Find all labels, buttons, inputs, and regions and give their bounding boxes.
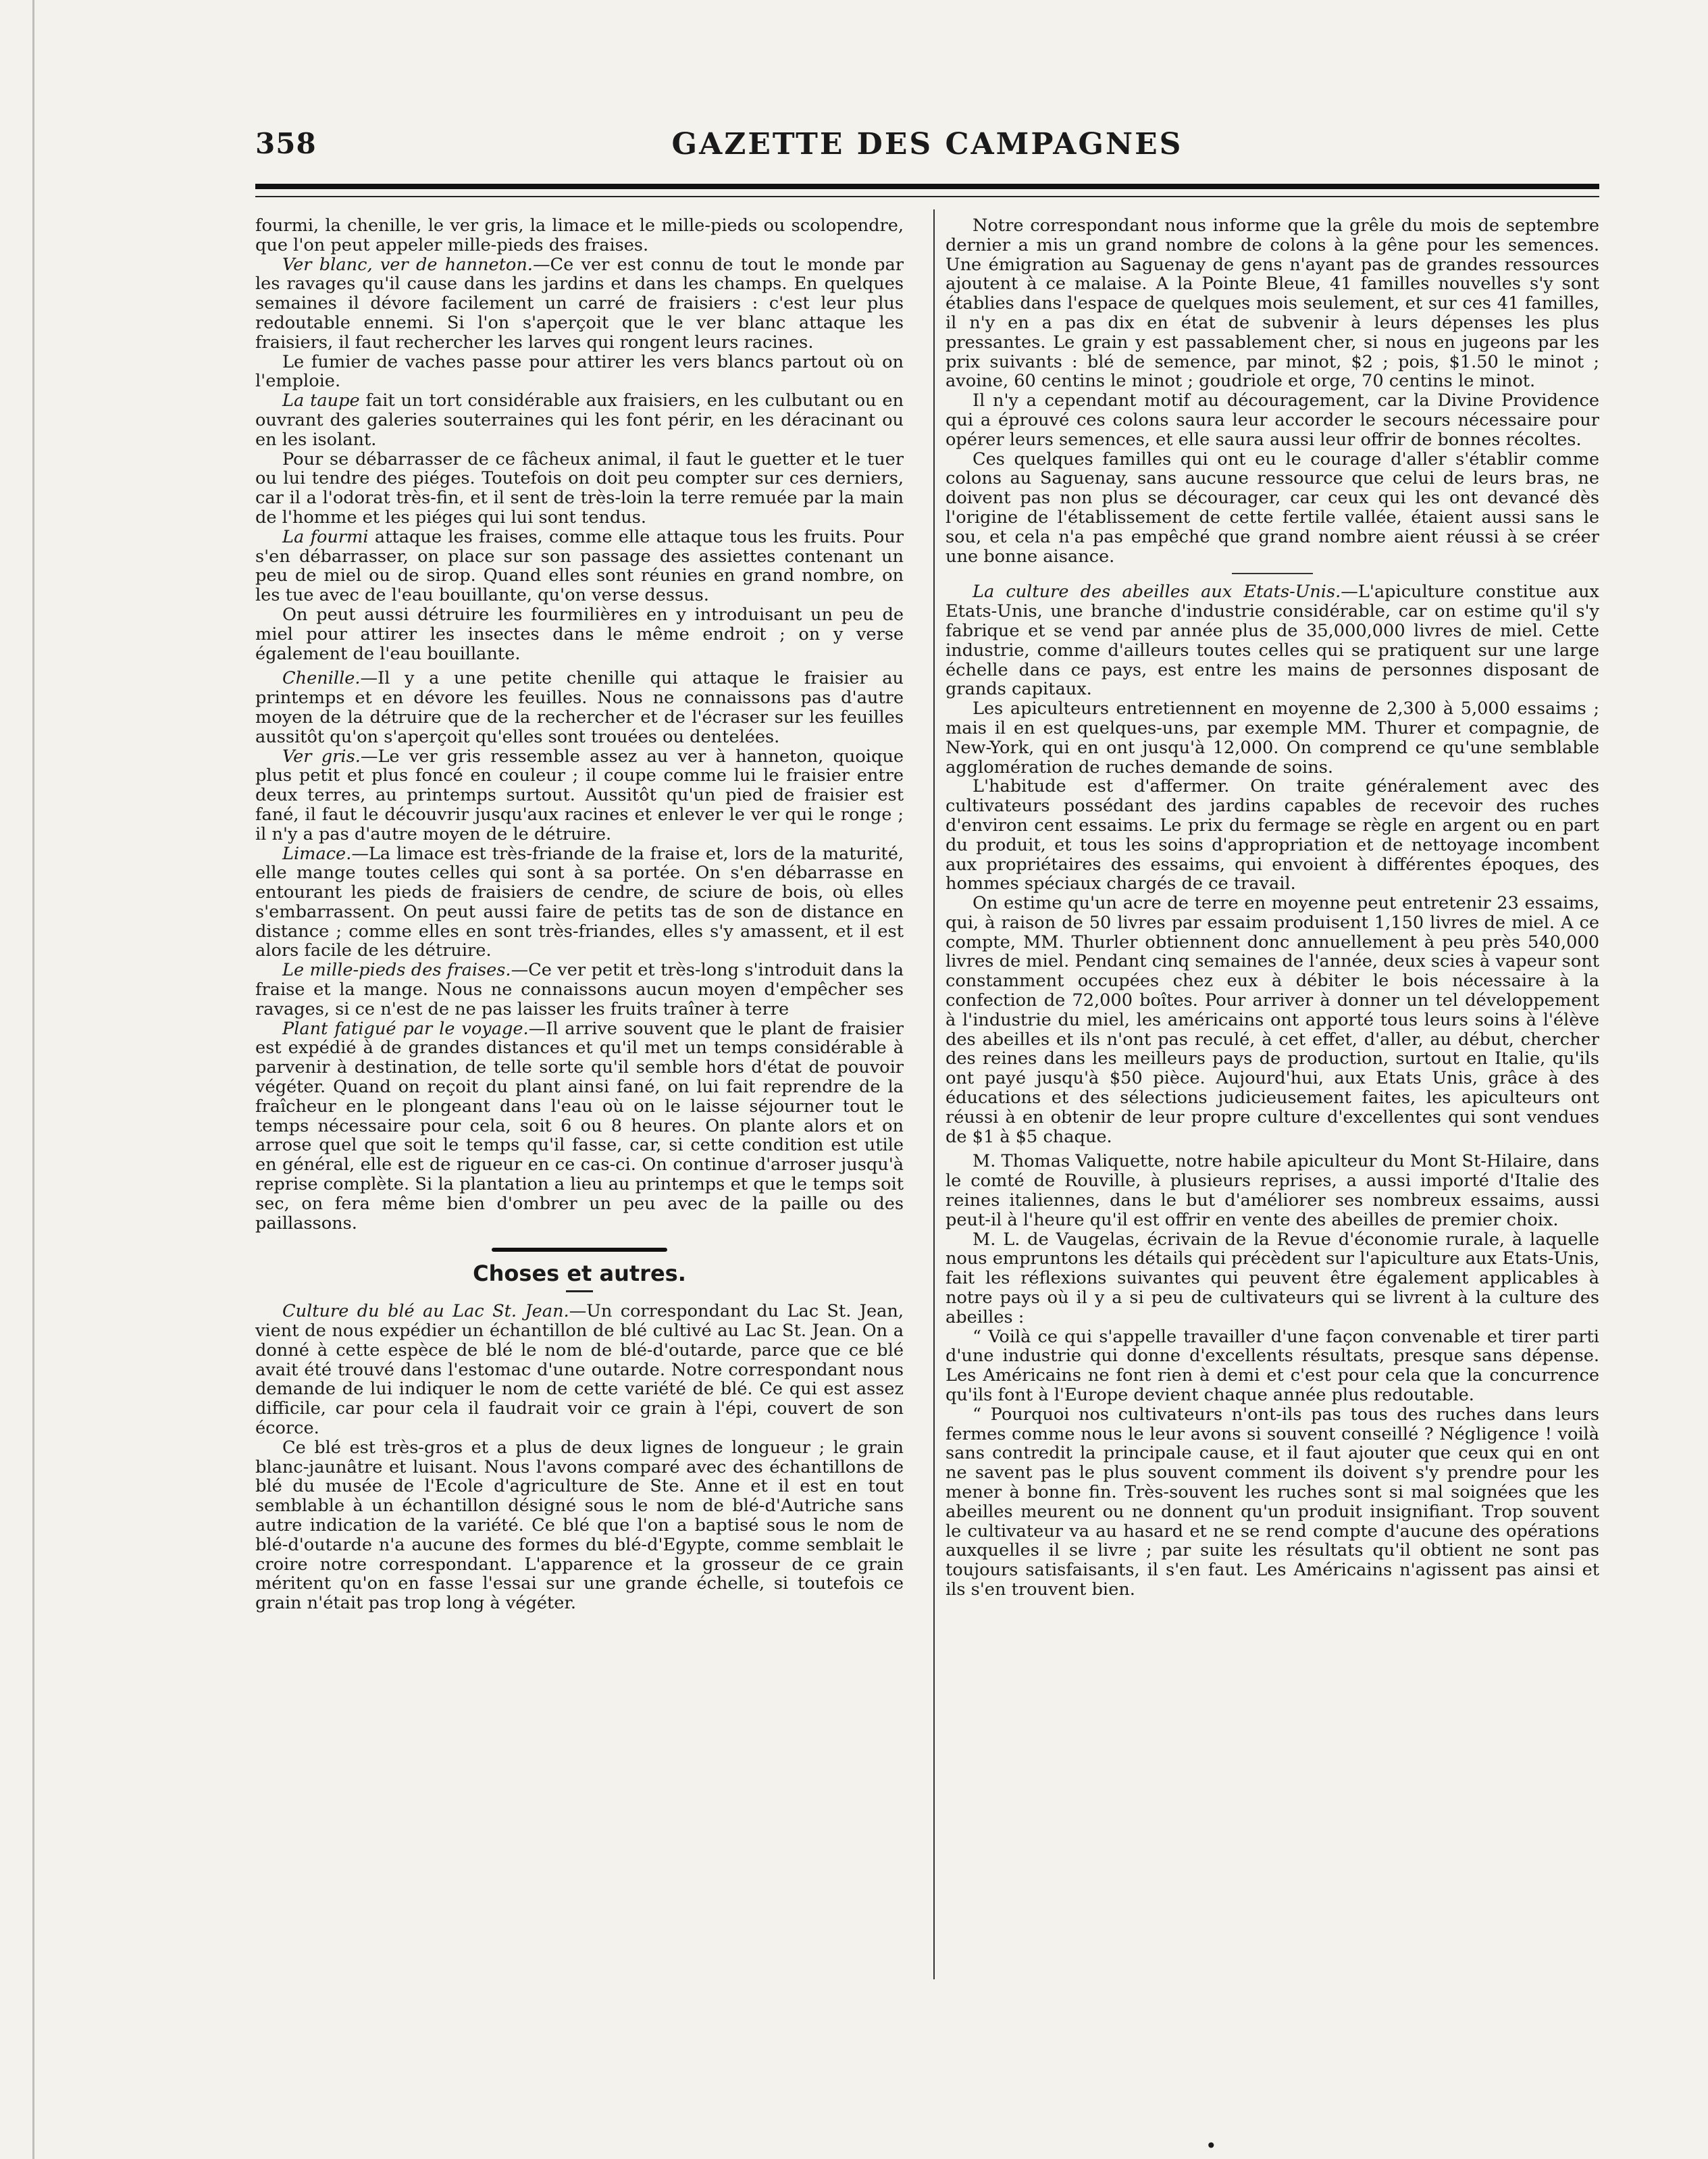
running-title: GAZETTE DES CAMPAGNES: [671, 127, 1183, 161]
paragraph: M. L. de Vaugelas, écrivain de la Revue d'économie rurale, à laquelle nous empruntons les détails qui précèdent sur l'apiculture aux Etats-Unis, fait les réflexions suivantes qui peuvent être également applicables à notre pays où il y a si peu de cultivateurs qui se livrent à la culture des abeilles :: [946, 1229, 1599, 1327]
paragraph-body: —Ce ver est connu de tout le monde par les ravages qu'il cause dans les jardins et dans les champs. En quelques semaines il dévore facilement un carré de fraisiers : c'est leur plus redoutable ennemi. Si l'on s'aperçoit que le ver blanc attaque les fraisiers, il faut rechercher les larves qui rongent leurs racines.: [255, 254, 904, 353]
paragraph-lead: Chenille.: [282, 668, 361, 689]
paragraph: On peut aussi détruire les fourmilières en y introduisant un peu de miel pour attirer les insectes dans le même endroit ; on y verse également de l'eau bouillante.: [255, 604, 904, 664]
paragraph-body: —Ce ver petit et très-long s'introduit dans la fraise et la mange. Nous ne connaissons aucun moyen d'empêcher ses ravages, si ce n'est de ne pas laisser les fruits traîner à terre: [255, 960, 904, 1019]
paragraph: Ces quelques familles qui ont eu le courage d'aller s'établir comme colons au Saguenay, sans aucune ressource que celui de leurs bras, ne doivent pas non plus se décourager, car ceux qui les ont devancé dès l'origine de l'établissement de cette fertile vallée, étaient aussi sans le sou, et cela n'a pas empêché que grand nombre aient réussi à se créer une bonne aisance.: [946, 449, 1599, 567]
paragraph-body: —L'apiculture constitue aux Etats-Unis, une branche d'industrie considérable, car on estime qu'il s'y fabrique et se vend par année plus de 35,000,000 livres de miel. Cette industrie, comme d'ailleurs toutes celles qui se pratiquent sur une large échelle dans ce pays, est entre les mains de personnes disposant de grands capitaux.: [946, 582, 1599, 700]
paragraph-lead: La fourmi: [282, 526, 369, 547]
section-divider: [492, 1248, 667, 1252]
column-divider: [933, 209, 935, 1979]
paragraph-lead: La culture des abeilles aux Etats-Unis.: [973, 582, 1341, 603]
paragraph: On estime qu'un acre de terre en moyenne peut entretenir 23 essaims, qui, à raison de 50 livres par essaim produisent 1,150 livres de miel. A ce compte, MM. Thurler obtiennent donc annuellement à peu près 540,000 livres de miel. Pendant cinq semaines de l'année, deux scies à vapeur sont constamment occupées chez eux à débiter le bois nécessaire à la confection de 72,000 boîtes. Pour arriver à donner un tel développement à l'industrie du miel, les américains ont apporté tous leurs soins à l'élève des abeilles et ils n'ont pas reculé, à cet effet, d'aller, au début, chercher des reines dans les meilleurs pays de production, surtout en Italie, qu'ils ont payé jusqu'à $50 pièce. Aujourd'hui, aux Etats Unis, grâce à des éducations et des sélections judicieusement faites, les apiculteurs ont réussi à en obtenir de leur propre culture d'excellentes qui sont vendues de $1 à $5 chaque.: [946, 893, 1599, 1147]
paragraph: Il n'y a cependant motif au découragement, car la Divine Providence qui a éprouvé ces colons saura leur accorder le secours nécessaire pour opérer leurs semences, et elle saura aussi leur offrir de bonnes récoltes.: [946, 390, 1599, 450]
paragraph-body: —Il y a une petite chenille qui attaque le fraisier au printemps et en dévore les feuilles. Nous ne connaissons pas d'autre moyen de la détruire que de la rechercher et de l'écraser sur les feuilles aussitôt qu'on s'aperçoit qu'elles sont trouées ou dentelées.: [255, 668, 904, 747]
paragraph: [255, 1302, 904, 1438]
paragraph-body: —La limace est très-friande de la fraise et, lors de la maturité, elle mange toutes celles qui sont à sa portée. On s'en débarrasse en entourant les pieds de fraisiers de cendre, de sciure de bois, où elles s'embarrassent. On peut aussi faire de petits tas de son de distance en distance ; comme elles en sont très-friandes, elles s'y amassent, et il est alors facile de les détruire.: [255, 843, 904, 961]
paragraph-body: —Un correspondant du Lac St. Jean, vient de nous expédier un échantillon de blé cultivé au Lac St. Jean. On a donné à cette espèce de blé le nom de blé-d'outarde, parce que ce blé avait été trouvé dans l'estomac d'une outarde. Notre correspondant nous demande de lui indiquer le nom de cette variété de blé. Ce qui est assez difficile, car pour cela il faudrait voir ce grain à l'épi, couvert de son écorce.: [255, 1301, 904, 1439]
paragraph: [255, 844, 904, 961]
left-column: [255, 216, 904, 1613]
paragraph: Les apiculteurs entretiennent en moyenne de 2,300 à 5,000 essaims ; mais il en est quelques-uns, par exemple MM. Thurer et compagnie, de New-York, qui en ont jusqu'à 12,000. On comprend ce qu'une semblable agglomération de ruches demande de soins.: [946, 698, 1599, 778]
paragraph-lead: Limace.: [282, 843, 352, 864]
paragraph: [255, 961, 904, 1019]
paragraph: Ce blé est très-gros et a plus de deux lignes de longueur ; le grain blanc-jaunâtre et luisant. Nous l'avons comparé avec des échantillons de blé du musée de l'Ecole d'agriculture de Ste. Anne et il est en tout semblable à un échantillon désigné sous le nom de blé-d'Autriche sans autre indication de la variété. Ce blé que l'on a baptisé sous le nom de blé-d'outarde n'a aucune des formes du blé-d'Egypte, comme semblait le croire notre correspondant. L'apparence et la grosseur de ce grain méritent qu'on en fasse l'essai sur une grande échelle, si toutefois ce grain n'était pas trop long à végéter.: [255, 1437, 904, 1614]
header-rule-thick: [255, 184, 1599, 189]
paragraph: [946, 582, 1599, 699]
paragraph-lead: Ver blanc, ver de hanneton.: [282, 254, 533, 275]
paragraph-body: —Le ver gris ressemble assez au ver à hanneton, quoique plus petit et plus foncé en couleur ; il coupe comme lui le fraisier entre deux terres, au printemps surtout. Aussitôt qu'un pied de fraisier est fané, il faut le découvrir jusqu'aux racines et enlever le ver qui le ronge ; il n'y a pas d'autre moyen de le détruire.: [255, 746, 904, 844]
paragraph: [255, 747, 904, 844]
paragraph: [255, 391, 904, 449]
paragraph-body: —Il arrive souvent que le plant de fraisier est expédié à de grandes distances et qu'il met un temps considérable à parvenir à destination, de telle sorte qu'il semble hors d'état de pouvoir végéter. Quand on reçoit du plant ainsi fané, on lui fait reprendre de la fraîcheur en le plongeant dans l'eau où on le laisse séjourner tout le temps nécessaire pour cela, soit 6 ou 8 heures. On plante alors et on arrose quel que soit le temps qu'il fasse, car, si cette condition est utile en général, elle est de rigueur en ce cas-ci. On continue d'arroser jusqu'à reprise complète. Si la plantation a lieu au printemps et que le temps soit sec, on fera même bien d'ombrer un peu avec de la paille ou des paillassons.: [255, 1018, 904, 1234]
paragraph: L'habitude est d'affermer. On traite généralement avec des cultivateurs possédant des jardins capables de recevoir des ruches d'environ cent essaims. Le prix du fermage se règle en argent ou en part du produit, et tous les soins d'appropriation et de nettoyage incombent aux propriétaires des essaims, qui envoient à différentes époques, des hommes spéciaux chargés de ce travail.: [946, 776, 1599, 894]
paragraph: Notre correspondant nous informe que la grêle du mois de septembre dernier a mis un grand nombre de colons à la gêne pour les semences. Une émigration au Saguenay de gens n'ayant pas de grandes ressources ajoutent à ce malaise. A la Pointe Bleue, 41 familles nouvelles s'y sont établies dans l'espace de quelques mois seulement, et sur ces 41 familles, il n'y en a pas dix en état de subvenir à leurs dépenses les plus pressantes. Le grain y est passablement cher, si nous en jugeons par les prix suivants : blé de semence, par minot, $2 ; pois, $1.50 le minot ; avoine, 60 centins le minot ; goudriole et orge, 70 centins le minot.: [946, 215, 1599, 392]
paragraph: [255, 255, 904, 353]
header-rule-thin: [255, 196, 1599, 197]
paragraph-lead: Culture du blé au Lac St. Jean.: [282, 1301, 569, 1322]
paragraph-lead: Plant fatigué par le voyage.: [282, 1018, 529, 1039]
paragraph-lead: La taupe: [282, 390, 360, 411]
printer-ornament: •: [1206, 2135, 1217, 2157]
page-header: [255, 127, 1599, 168]
section-title: Choses et autres.: [473, 1261, 686, 1287]
page-edge-shadow: [32, 0, 34, 2159]
paragraph-body: attaque les fraises, comme elle attaque tous les fruits. Pour s'en débarrasser, on place sur son passage des assiettes contenant un peu de miel ou de sirop. Quand elles sont réunies en grand nombre, on les tue avec de l'eau bouillante, qu'on verse dessus.: [255, 526, 904, 606]
paragraph-divider: [1232, 573, 1313, 574]
right-column: [946, 216, 1599, 1600]
section-dash: [566, 1290, 593, 1292]
paragraph: M. Thomas Valiquette, notre habile apiculteur du Mont St-Hilaire, dans le comté de Rouville, à plusieurs reprises, a aussi importé d'Italie des reines italiennes, dans le but d'améliorer ses nombreux essaims, aussi peut-il à l'heure qu'il est offrir en vente des abeilles de premier choix.: [946, 1151, 1599, 1230]
paragraph: Le fumier de vaches passe pour attirer les vers blancs partout où on l'emploie.: [255, 351, 904, 392]
paragraph: fourmi, la chenille, le ver gris, la limace et le mille-pieds ou scolopendre, que l'on peut appeler mille-pieds des fraises.: [255, 215, 904, 255]
paragraph-lead: Ver gris.: [282, 746, 361, 767]
paragraph: “ Voilà ce qui s'appelle travailler d'une façon convenable et tirer parti d'une industrie qui donne d'excellents résultats, presque sans dépense. Les Américains ne font rien à demi et c'est pour cela que la concurrence qu'ils font à l'Europe devient chaque année plus redoutable.: [946, 1326, 1599, 1406]
page-number: 358: [255, 127, 317, 160]
paragraph: “ Pourquoi nos cultivateurs n'ont-ils pas tous des ruches dans leurs fermes comme nous le leur avons si souvent conseillé ? Négligence ! voilà sans contredit la principale cause, et il faut ajouter que ceux qui en ont ne savent pas le plus souvent comment ils doivent s'y prendre pour les mener à bonne fin. Très-souvent les ruches sont si mal soignées que les abeilles meurent ou ne donnent qu'un produit insignifiant. Trop souvent le cultivateur va au hasard et ne se rend compte d'aucune des opérations auxquelles il se livre ; par suite les résultats qu'il obtient ne sont pas toujours satisfaisants, il s'en faut. Les Américains n'agissent pas ainsi et ils s'en trouvent bien.: [946, 1404, 1599, 1600]
paragraph: [255, 1019, 904, 1234]
paragraph-lead: Le mille-pieds des fraises.: [282, 960, 511, 981]
paragraph-body: fait un tort considérable aux fraisiers, en les culbutant ou en ouvrant des galeries souterraines qui les font périr, en les déracinant ou en les isolant.: [255, 390, 904, 450]
paragraph: [255, 528, 904, 605]
paragraph: [255, 669, 904, 746]
paragraph: Pour se débarrasser de ce fâcheux animal, il faut le guetter et le tuer ou lui tendre des piéges. Toutefois on doit peu compter sur ces derniers, car il a l'odorat très-fin, et il sent de très-loin la terre remuée par la main de l'homme et les piéges qui lui sont tendus.: [255, 449, 904, 528]
